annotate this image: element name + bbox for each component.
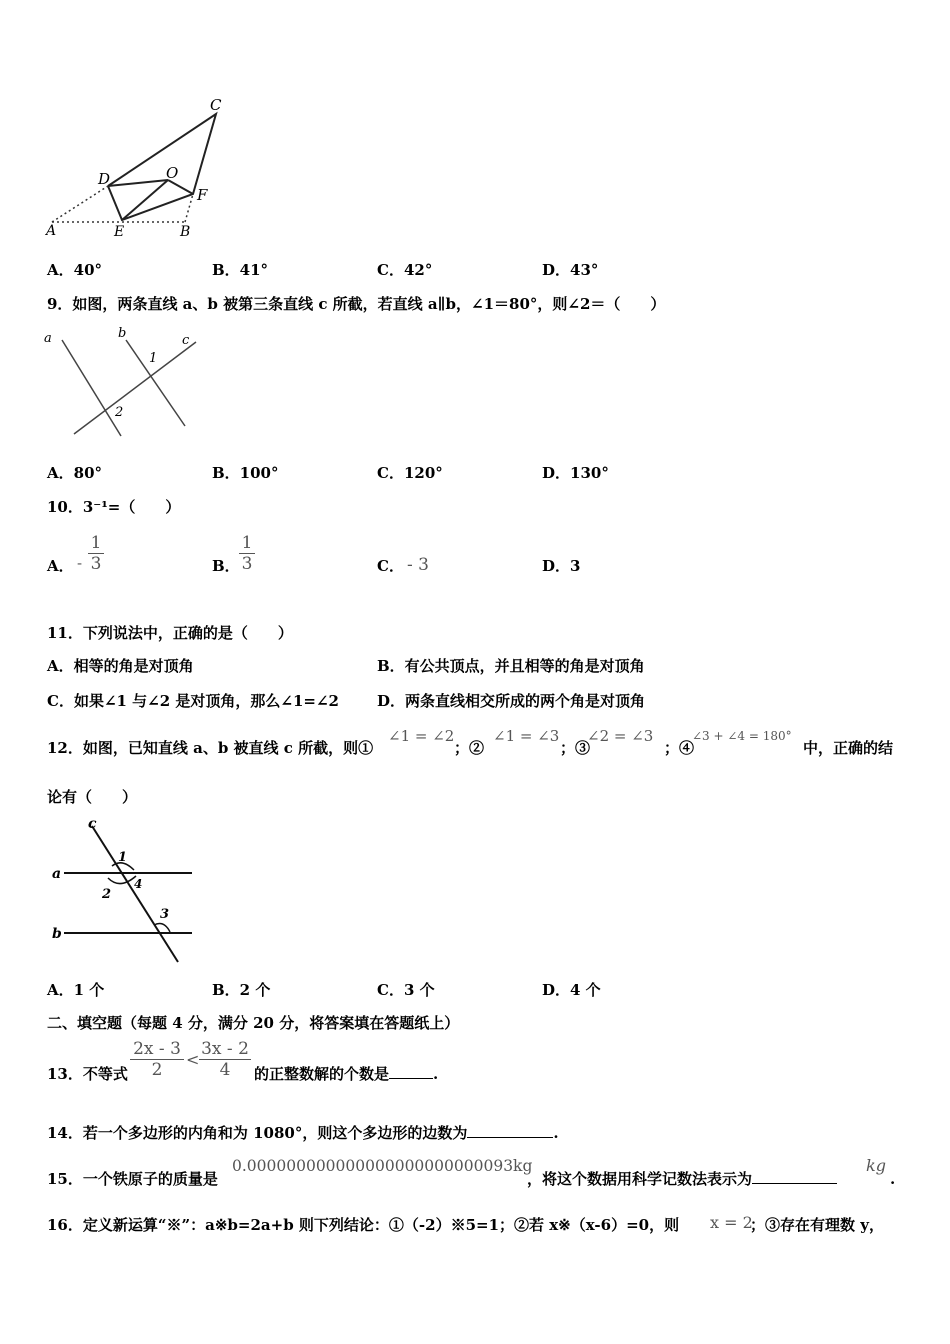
q12-angle-1: 1 <box>118 850 128 865</box>
q13-post <box>254 1064 438 1084</box>
q12-sep-2: ；② <box>454 739 485 757</box>
q15-end: . <box>890 1170 896 1188</box>
q13-answer-blank[interactable] <box>389 1064 433 1079</box>
q12-stem-pre: 12．如图，已知直线 a、b 被直线 c 所截，则① <box>47 739 374 757</box>
q12-option-a: A．1 个 <box>47 981 105 999</box>
q12-sep-3: ；③ <box>560 739 591 757</box>
q12-label-c: c <box>88 816 97 832</box>
q12-label-b: b <box>52 926 62 942</box>
q8-label-d: D <box>98 170 111 188</box>
q8-label-o: O <box>166 164 179 182</box>
q10-b-numerator: 1 <box>241 533 253 553</box>
q9-angle-2: 2 <box>115 405 124 420</box>
q10-option-a-fraction <box>88 533 104 574</box>
q14-line <box>47 1123 559 1143</box>
q9-stem: 9．如图，两条直线 a、b 被第三条直线 c 所截，若直线 a∥b，∠1＝80°，则∠2＝（ ） <box>47 295 666 313</box>
q12-sep-4: ；④ <box>664 739 695 757</box>
q14-text: 14．若一个多边形的内角和为 1080°，则这个多边形的边数为 <box>47 1124 468 1142</box>
q13-denominator-2: 4 <box>199 1059 251 1080</box>
q8-label-f: F <box>197 186 208 204</box>
q8-option-b: B．41° <box>212 261 269 279</box>
q8-triangle-figure <box>40 92 240 242</box>
q13-end: . <box>433 1065 439 1083</box>
q15-answer-blank[interactable] <box>752 1169 837 1184</box>
q11-option-c: C．如果∠1 与∠2 是对顶角，那么∠1=∠2 <box>47 692 339 710</box>
q14-end: . <box>553 1124 559 1142</box>
q9-label-b: b <box>118 326 127 341</box>
q9-option-d: D．130° <box>542 464 609 482</box>
q12-option-c: C．3 个 <box>377 981 435 999</box>
q10-a-numerator: 1 <box>90 533 102 553</box>
q12-transversal-figure <box>40 812 200 967</box>
q12-angle-2: 2 <box>102 887 112 902</box>
q15-mid-text: ，将这个数据用科学记数法表示为 <box>527 1170 753 1188</box>
q9-parallel-lines-figure <box>40 322 210 442</box>
q15-value: 0.000000000000000000000000093kg <box>232 1157 533 1175</box>
q14-answer-blank[interactable] <box>467 1123 553 1138</box>
q10-option-b-label: B． <box>212 557 240 575</box>
q15-unit: kg <box>866 1156 886 1175</box>
q13-less-than: < <box>186 1050 200 1069</box>
q8-option-d: D．43° <box>542 261 599 279</box>
q13-numerator-1: 2x - 3 <box>133 1039 181 1059</box>
q10-b-denominator: 3 <box>239 553 255 574</box>
q10-stem: 10．3⁻¹=（ ） <box>47 498 181 516</box>
q8-option-a: A．40° <box>47 261 103 279</box>
q9-option-c: C．120° <box>377 464 443 482</box>
q11-option-d: D．两条直线相交所成的两个角是对顶角 <box>377 692 646 710</box>
q15-pre: 15．一个铁原子的质量是 <box>47 1170 218 1188</box>
q10-option-d: D．3 <box>542 557 581 575</box>
q9-label-a: a <box>44 331 52 346</box>
q12-conclusion-3: ∠2 = ∠3 <box>587 727 654 745</box>
q12-angle-4: 4 <box>134 877 143 891</box>
q8-label-b: B <box>180 224 191 240</box>
q8-label-c: C <box>210 96 222 114</box>
q8-option-c: C．42° <box>377 261 433 279</box>
q12-option-d: D．4 个 <box>542 981 601 999</box>
q10-option-a-sign: - <box>77 554 83 572</box>
q12-stem-post: 中，正确的结 <box>803 739 894 757</box>
q8-label-a: A <box>46 223 57 239</box>
q12-option-b: B．2 个 <box>212 981 271 999</box>
q10-option-c-label: C． <box>377 557 404 575</box>
q9-label-c: c <box>182 333 190 348</box>
q16-rest: ；③存在有理数 y， <box>750 1216 884 1234</box>
q10-a-denominator: 3 <box>88 553 104 574</box>
q12-conclusion-4: ∠3 + ∠4 = 180° <box>692 729 792 743</box>
q12-stem-line2: 论有（ ） <box>47 788 138 806</box>
q11-option-a: A．相等的角是对顶角 <box>47 657 194 675</box>
q10-option-b-fraction <box>239 533 255 574</box>
q8-label-e: E <box>114 224 125 240</box>
q15-mid <box>527 1169 837 1189</box>
q13-numerator-2: 3x - 2 <box>201 1039 249 1059</box>
q12-conclusion-2: ∠1 = ∠3 <box>493 727 560 745</box>
section-2-heading: 二、填空题（每题 4 分，满分 20 分，将答案填在答题纸上） <box>47 1014 460 1032</box>
q11-option-b: B．有公共顶点，并且相等的角是对顶角 <box>377 657 645 675</box>
q12-label-a: a <box>52 866 62 882</box>
q11-stem: 11．下列说法中，正确的是（ ） <box>47 624 293 642</box>
q10-option-a-label: A． <box>47 557 74 575</box>
q13-denominator-1: 2 <box>130 1059 184 1080</box>
q16-math: x = 2 <box>710 1213 753 1232</box>
q13-post-text: 的正整数解的个数是 <box>254 1065 390 1083</box>
q12-conclusion-1: ∠1 = ∠2 <box>388 727 455 745</box>
q9-option-a: A．80° <box>47 464 103 482</box>
q13-fraction-1 <box>130 1039 184 1080</box>
q12-angle-3: 3 <box>160 907 170 922</box>
q9-option-b: B．100° <box>212 464 279 482</box>
q13-fraction-2 <box>199 1039 251 1080</box>
q10-option-c-value: - 3 <box>407 555 429 575</box>
q13-pre: 13．不等式 <box>47 1065 128 1083</box>
q16-text: 16．定义新运算“※”：a※b=2a+b 则下列结论：①（-2）※5=1；②若 x※（x-6）=0，则 <box>47 1216 680 1234</box>
q9-angle-1: 1 <box>149 351 158 366</box>
